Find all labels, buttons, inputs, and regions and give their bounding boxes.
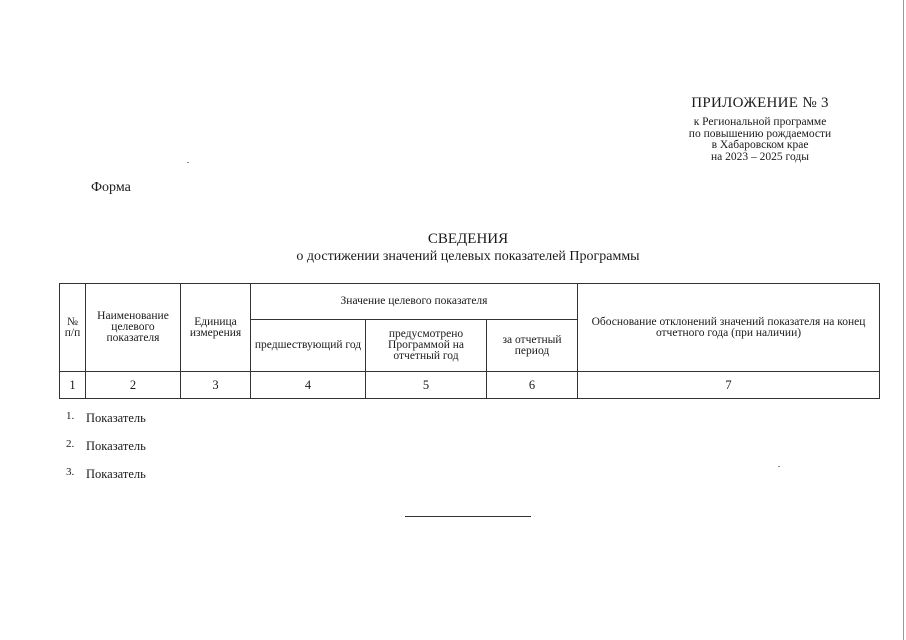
list-item (66, 466, 146, 482)
scan-speck (187, 162, 189, 163)
column-number: 5 (366, 372, 487, 399)
appendix-line: в Хабаровском крае (711, 139, 809, 151)
document-title: СВЕДЕНИЯ (427, 231, 509, 247)
indicators-table (59, 283, 880, 399)
signature-line (405, 516, 531, 517)
page-edge-line (903, 0, 904, 640)
header-number: № п/п (60, 284, 86, 372)
appendix-line: по повышению рождаемости (688, 127, 832, 140)
column-number: 4 (251, 372, 366, 399)
list-item (66, 410, 146, 426)
list-item-label: Показатель (86, 439, 146, 453)
column-number: 2 (86, 372, 181, 399)
header-unit: Единица измерения (181, 284, 251, 372)
list-item-label: Показатель (86, 467, 146, 481)
header-previous-year: предшествующий год (251, 320, 366, 372)
list-item (66, 438, 146, 454)
list-item-number: 3. (66, 466, 75, 478)
list-item-number: 1. (66, 410, 75, 422)
appendix-line: на 2023 – 2025 годы (711, 150, 809, 163)
scan-speck (778, 466, 780, 467)
list-item-number: 2. (66, 438, 75, 450)
appendix-details (640, 117, 880, 163)
list-item-label: Показатель (86, 411, 146, 425)
header-value-group: Значение целевого показателя (251, 284, 578, 320)
document-subtitle: о достижении значений целевых показателей Программы (296, 249, 640, 264)
form-label: Форма (91, 180, 131, 195)
column-number: 1 (60, 372, 86, 399)
column-number: 7 (578, 372, 880, 399)
column-numbers-row (60, 372, 880, 399)
appendix-title: ПРИЛОЖЕНИЕ № 3 (691, 95, 829, 111)
header-reported: за отчетный период (487, 320, 578, 372)
column-number: 6 (487, 372, 578, 399)
appendix-line: к Региональной программе (693, 116, 827, 128)
column-number: 3 (181, 372, 251, 399)
header-indicator-name: Наименование целевого показателя (86, 284, 181, 372)
header-justification: Обоснование отклонений значений показателя на конец отчетного года (при наличии) (578, 284, 880, 372)
header-planned: предусмотрено Программой на отчетный год (366, 320, 487, 372)
table-header-row (60, 284, 880, 320)
